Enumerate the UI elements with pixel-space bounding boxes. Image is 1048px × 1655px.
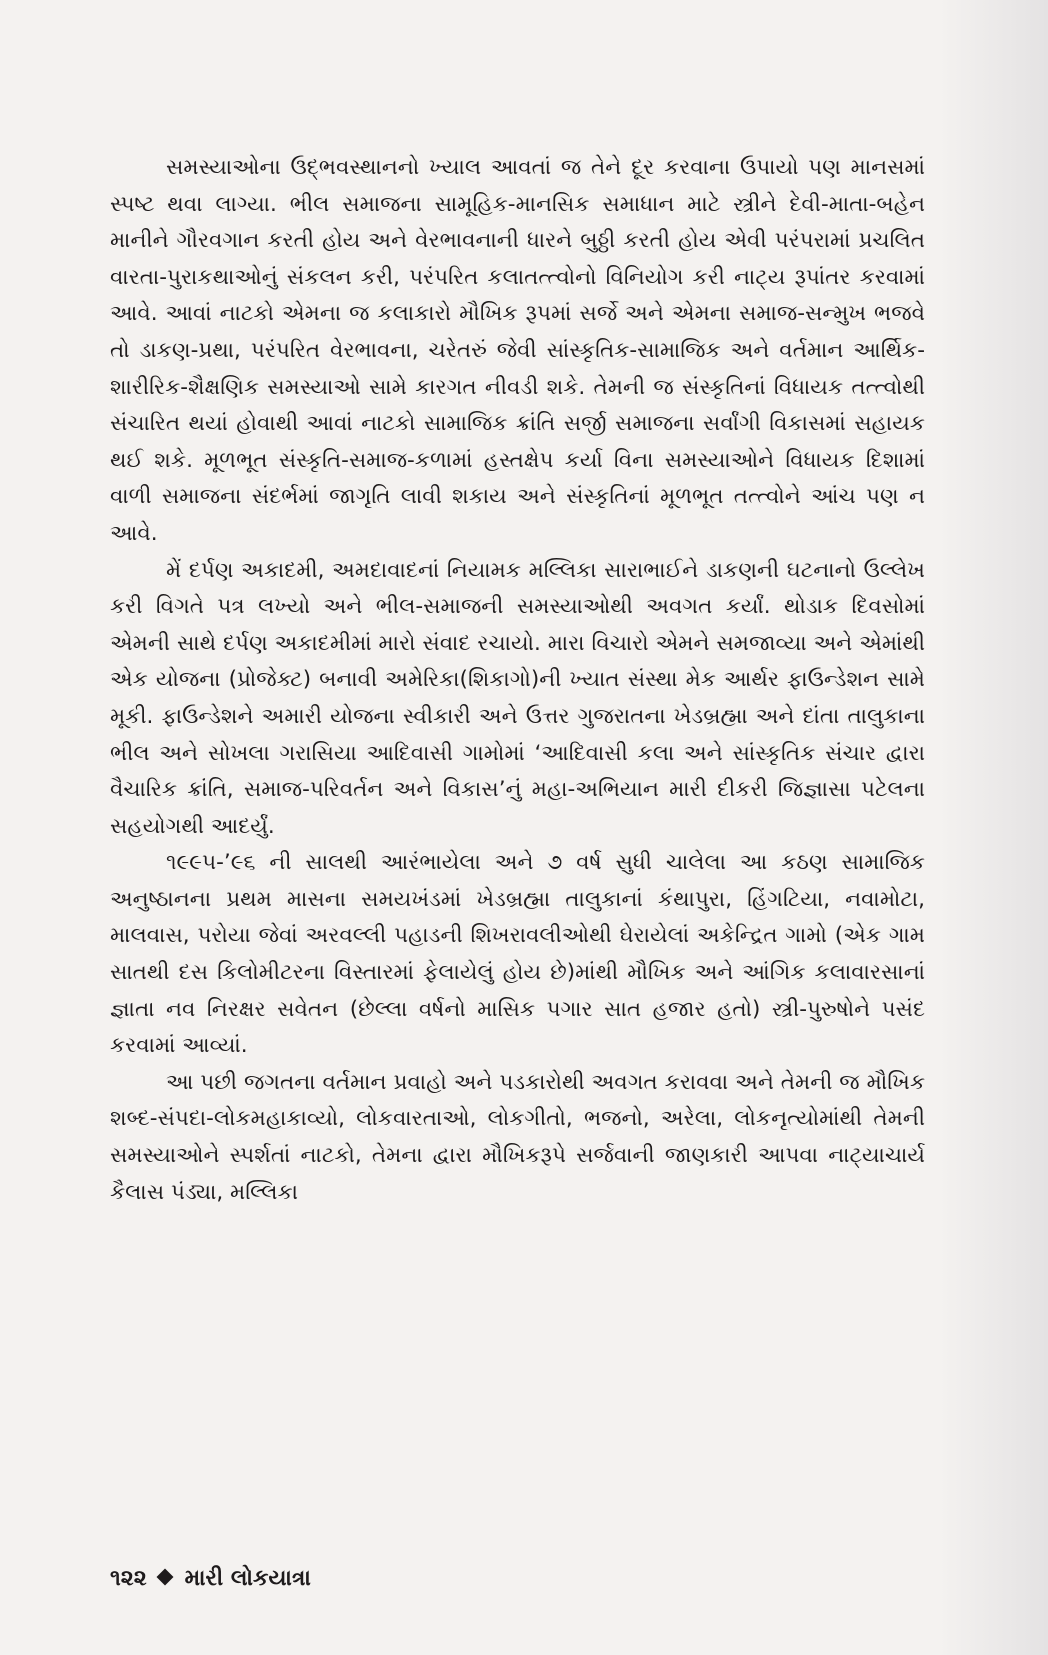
page-footer — [110, 1564, 311, 1594]
page-edge-shadow — [938, 0, 1048, 1655]
diamond-icon — [156, 1569, 173, 1586]
body-text — [110, 150, 925, 1211]
paragraph: મેં દર્પણ અકાદમી, અમદાવાદનાં નિયામક મલ્લિકા સારાભાઈને ડાકણની ઘટનાનો ઉલ્લેખ કરી વિગતે પત્ર લખ્યો અને ભીલ-સમાજની સમસ્યાઓથી અવગત કર્યાં. થોડાક દિવસોમાં એમની સાથે દર્પણ અકાદમીમાં મારો સંવાદ રચાયો. મારા વિચારો એમને સમજાવ્યા અને એમાંથી એક યોજના (પ્રોજેક્ટ) બનાવી અમેરિકા(શિકાગો)ની ખ્યાત સંસ્થા મેક આર્થર ફાઉન્ડેશન સામે મૂકી. ફાઉન્ડેશને અમારી યોજના સ્વીકારી અને ઉત્તર ગુજરાતના ખેડબ્રહ્મા અને દાંતા તાલુકાના ભીલ અને સોખલા ગરાસિયા આદિવાસી ગામોમાં ‘આદિવાસી કલા અને સાંસ્કૃતિક સંચાર દ્વારા વૈચારિક ક્રાંતિ, સમાજ-પરિવર્તન અને વિકાસ’નું મહા-અભિયાન મારી દીકરી જિજ્ઞાસા પટેલના સહયોગથી આદર્યું. — [110, 557, 925, 839]
paragraph: આ પછી જગતના વર્તમાન પ્રવાહો અને પડકારોથી અવગત કરાવવા અને તેમની જ મૌખિક શબ્દ-સંપદા-લોકમહાકાવ્યો, લોકવારતાઓ, લોકગીતો, ભજનો, અરેલા, લોકનૃત્યોમાંથી તેમની સમસ્યાઓને સ્પર્શતાં નાટકો, તેમના દ્વારા મૌખિકરૂપે સર્જવાની જાણકારી આપવા નાટ્યાચાર્ય કૈલાસ પંડ્યા, મલ્લિકા — [110, 1069, 925, 1205]
paragraph: સમસ્યાઓના ઉદ્ભવસ્થાનનો ખ્યાલ આવતાં જ તેને દૂર કરવાના ઉપાયો પણ માનસમાં સ્પષ્ટ થવા લાગ્યા. ભીલ સમાજના સામૂહિક-માનસિક સમાધાન માટે સ્ત્રીને દેવી-માતા-બહેન માનીને ગૌરવગાન કરતી હોય અને વેરભાવનાની ધારને બુઠ્ઠી કરતી હોય એવી પરંપરામાં પ્રચલિત વારતા-પુરાકથાઓનું સંકલન કરી, પરંપરિત કલાતત્ત્વોનો વિનિયોગ કરી નાટ્ય રૂપાંતર કરવામાં આવે. આવાં નાટકો એમના જ કલાકારો મૌખિક રૂપમાં સર્જે અને એમના સમાજ-સન્મુખ ભજવે તો ડાકણ-પ્રથા, પરંપરિત વેરભાવના, ચરેતરું જેવી સાંસ્કૃતિક-સામાજિક અને વર્તમાન આર્થિક-શારીરિક-શૈક્ષણિક સમસ્યાઓ સામે કારગત નીવડી શકે. તેમની જ સંસ્કૃતિનાં વિધાયક તત્ત્વોથી સંચારિત થયાં હોવાથી આવાં નાટકો સામાજિક ક્રાંતિ સર્જી સમાજના સર્વાંગી વિકાસમાં સહાયક થઈ શકે. મૂળભૂત સંસ્કૃતિ-સમાજ-કળામાં હસ્તક્ષેપ કર્યા વિના સમસ્યાઓને વિધાયક દિશામાં વાળી સમાજના સંદર્ભમાં જાગૃતિ લાવી શકાય અને સંસ્કૃતિનાં મૂળભૂત તત્ત્વોને આંચ પણ ન આવે. — [110, 155, 925, 546]
page-number: ૧૨૨ — [110, 1566, 147, 1591]
book-title: મારી લોકયાત્રા — [184, 1566, 311, 1591]
paragraph: ૧૯૯૫-’૯૬ ની સાલથી આરંભાયેલા અને ૭ વર્ષ સુધી ચાલેલા આ કઠણ સામાજિક અનુષ્ઠાનના પ્રથમ માસના સમયખંડમાં ખેડબ્રહ્મા તાલુકાનાં કંથાપુરા, હિંગટિયા, નવામોટા, માલવાસ, પરોયા જેવાં અરવલ્લી પહાડની શિખરાવલીઓથી ઘેરાયેલાં અકેન્દ્રિત ગામો (એક ગામ સાતથી દસ કિલોમીટરના વિસ્તારમાં ફેલાયેલું હોય છે)માંથી મૌખિક અને આંગિક કલાવારસાનાં જ્ઞાતા નવ નિરક્ષર સવેતન (છેલ્લા વર્ષનો માસિક પગાર સાત હજાર હતો) સ્ત્રી-પુરુષોને પસંદ કરવામાં આવ્યાં. — [110, 850, 925, 1059]
